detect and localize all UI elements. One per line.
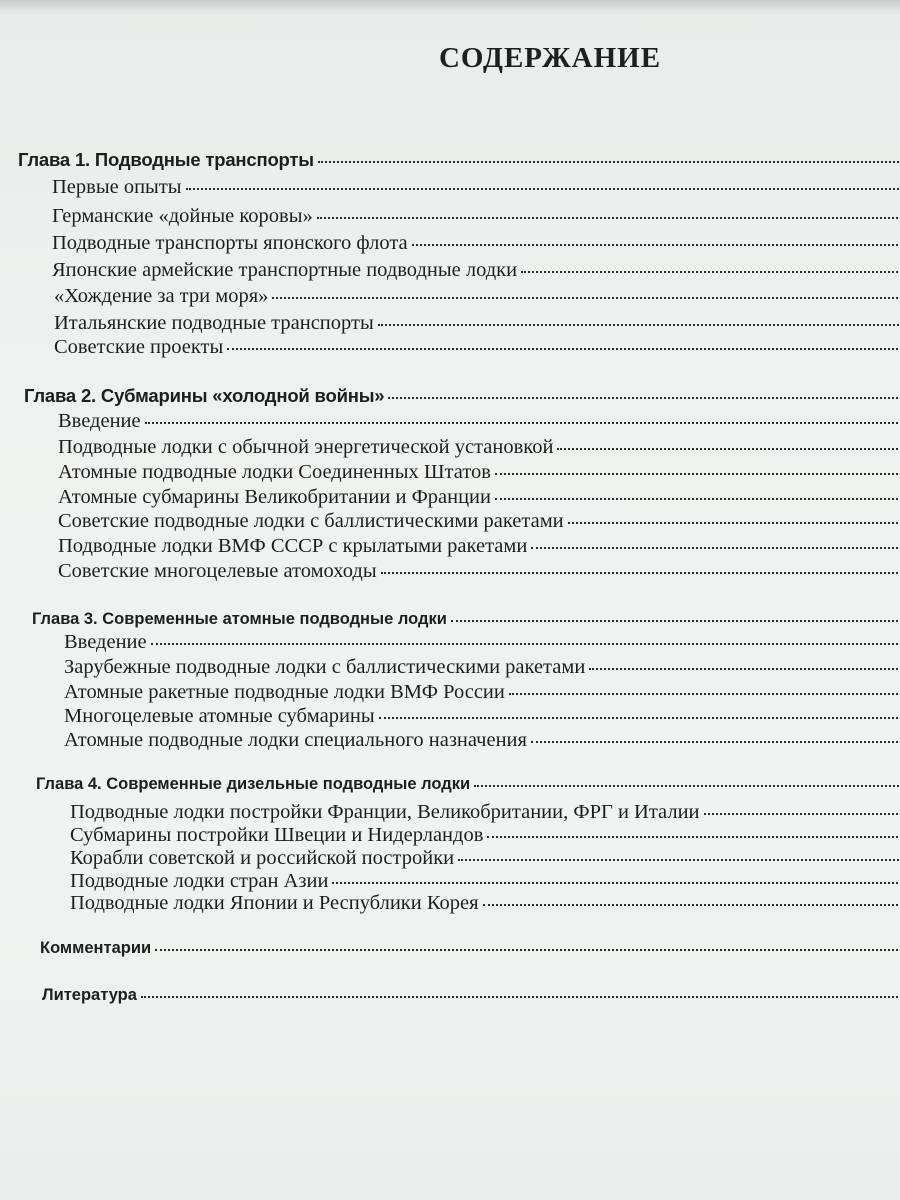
dot-leader (272, 297, 900, 299)
toc-entry (70, 800, 900, 824)
entry-title: Атомные подводные лодки Соединенных Штатов (58, 461, 491, 483)
toc-entry (64, 655, 900, 679)
toc-entry (70, 823, 900, 847)
entry-title: Введение (58, 410, 141, 432)
dot-leader (521, 271, 900, 273)
toc-entry (58, 435, 900, 459)
toc-entry (58, 559, 900, 583)
dot-leader (495, 498, 900, 500)
entry-title: Введение (64, 631, 147, 653)
dot-leader (317, 217, 900, 219)
chapter-2-heading (24, 384, 900, 408)
dot-leader (388, 397, 900, 399)
chapter-title: Глава 4. Современные дизельные подводные лодки (36, 775, 471, 793)
dot-leader (145, 422, 900, 424)
literature-heading (42, 983, 900, 1007)
toc-entry (64, 630, 900, 654)
chapter-3-heading (32, 607, 900, 631)
dot-leader (381, 572, 900, 574)
toc-entry (58, 409, 900, 433)
dot-leader (487, 836, 900, 838)
dot-leader (151, 643, 900, 645)
toc-entry (52, 175, 900, 199)
dot-leader (379, 717, 900, 719)
dot-leader (227, 348, 900, 350)
entry-title: Советские многоцелевые атомоходы (58, 560, 377, 582)
entry-title: Японские армейские транспортные подводные лодки (52, 259, 518, 281)
dot-leader (155, 949, 900, 951)
dot-leader (483, 904, 900, 906)
toc-entry (54, 335, 900, 359)
dot-leader (141, 996, 900, 998)
dot-leader (451, 620, 900, 622)
dot-leader (474, 785, 900, 787)
toc-entry (70, 846, 900, 870)
page-title: СОДЕРЖАНИЕ (438, 42, 662, 74)
toc-entry (58, 485, 900, 509)
chapter-title: Глава 1. Подводные транспорты (18, 149, 314, 170)
dot-leader (378, 324, 900, 326)
entry-title: Подводные лодки стран Азии (70, 870, 329, 892)
entry-title: Итальянские подводные транспорты (54, 312, 374, 334)
back-matter-title: Комментарии (40, 939, 152, 957)
entry-title: Субмарины постройки Швеции и Нидерландов (70, 824, 484, 846)
entry-title: Зарубежные подводные лодки с баллистическими ракетами (64, 656, 586, 678)
chapter-title: Глава 2. Субмарины «холодной войны» (24, 385, 385, 406)
back-matter-title: Литература (42, 986, 137, 1004)
dot-leader (704, 813, 900, 815)
dot-leader (509, 693, 900, 695)
dot-leader (557, 448, 900, 450)
toc-entry (70, 869, 900, 893)
chapter-4-heading (36, 772, 900, 796)
entry-title: Подводные лодки ВМФ СССР с крылатыми ракетами (58, 535, 528, 557)
toc-entry (58, 534, 900, 558)
entry-title: Советские проекты (54, 336, 224, 358)
entry-title: Атомные субмарины Великобритании и Франции (58, 486, 491, 508)
toc-entry (64, 728, 900, 752)
chapter-1-heading (18, 148, 900, 172)
dot-leader (589, 668, 900, 670)
dot-leader (568, 522, 900, 524)
comments-heading (40, 936, 900, 960)
dot-leader (186, 188, 900, 190)
toc-entry (54, 284, 900, 308)
entry-title: Атомные подводные лодки специального назначения (64, 729, 527, 751)
toc-entry (54, 311, 900, 335)
entry-title: Подводные лодки постройки Франции, Великобритании, ФРГ и Италии (70, 801, 700, 823)
entry-title: Первые опыты (52, 176, 182, 198)
entry-title: Подводные лодки Японии и Республики Корея (70, 892, 479, 914)
dot-leader (495, 473, 900, 475)
toc-entry (64, 680, 900, 704)
entry-title: Корабли советской и российской постройки (70, 847, 455, 869)
entry-title: Подводные лодки с обычной энергетической установкой (58, 436, 554, 458)
toc-entry (52, 204, 900, 228)
dot-leader (332, 882, 900, 884)
entry-title: Советские подводные лодки с баллистическими ракетами (58, 510, 564, 532)
dot-leader (318, 161, 900, 163)
dot-leader (458, 859, 900, 861)
dot-leader (531, 547, 900, 549)
toc-entry (64, 704, 900, 728)
toc-entry (52, 258, 900, 282)
dot-leader (531, 741, 900, 743)
chapter-title: Глава 3. Современные атомные подводные лодки (32, 610, 447, 628)
entry-title: Многоцелевые атомные субмарины (64, 705, 375, 727)
toc-entry (70, 891, 900, 915)
toc-entry (58, 460, 900, 484)
entry-title: Германские «дойные коровы» (52, 205, 313, 227)
entry-title: «Хождение за три моря» (54, 285, 269, 307)
entry-title: Подводные транспорты японского флота (52, 232, 408, 254)
toc-entry (58, 509, 900, 533)
entry-title: Атомные ракетные подводные лодки ВМФ России (64, 681, 505, 703)
dot-leader (412, 244, 900, 246)
toc-entry (52, 231, 900, 255)
